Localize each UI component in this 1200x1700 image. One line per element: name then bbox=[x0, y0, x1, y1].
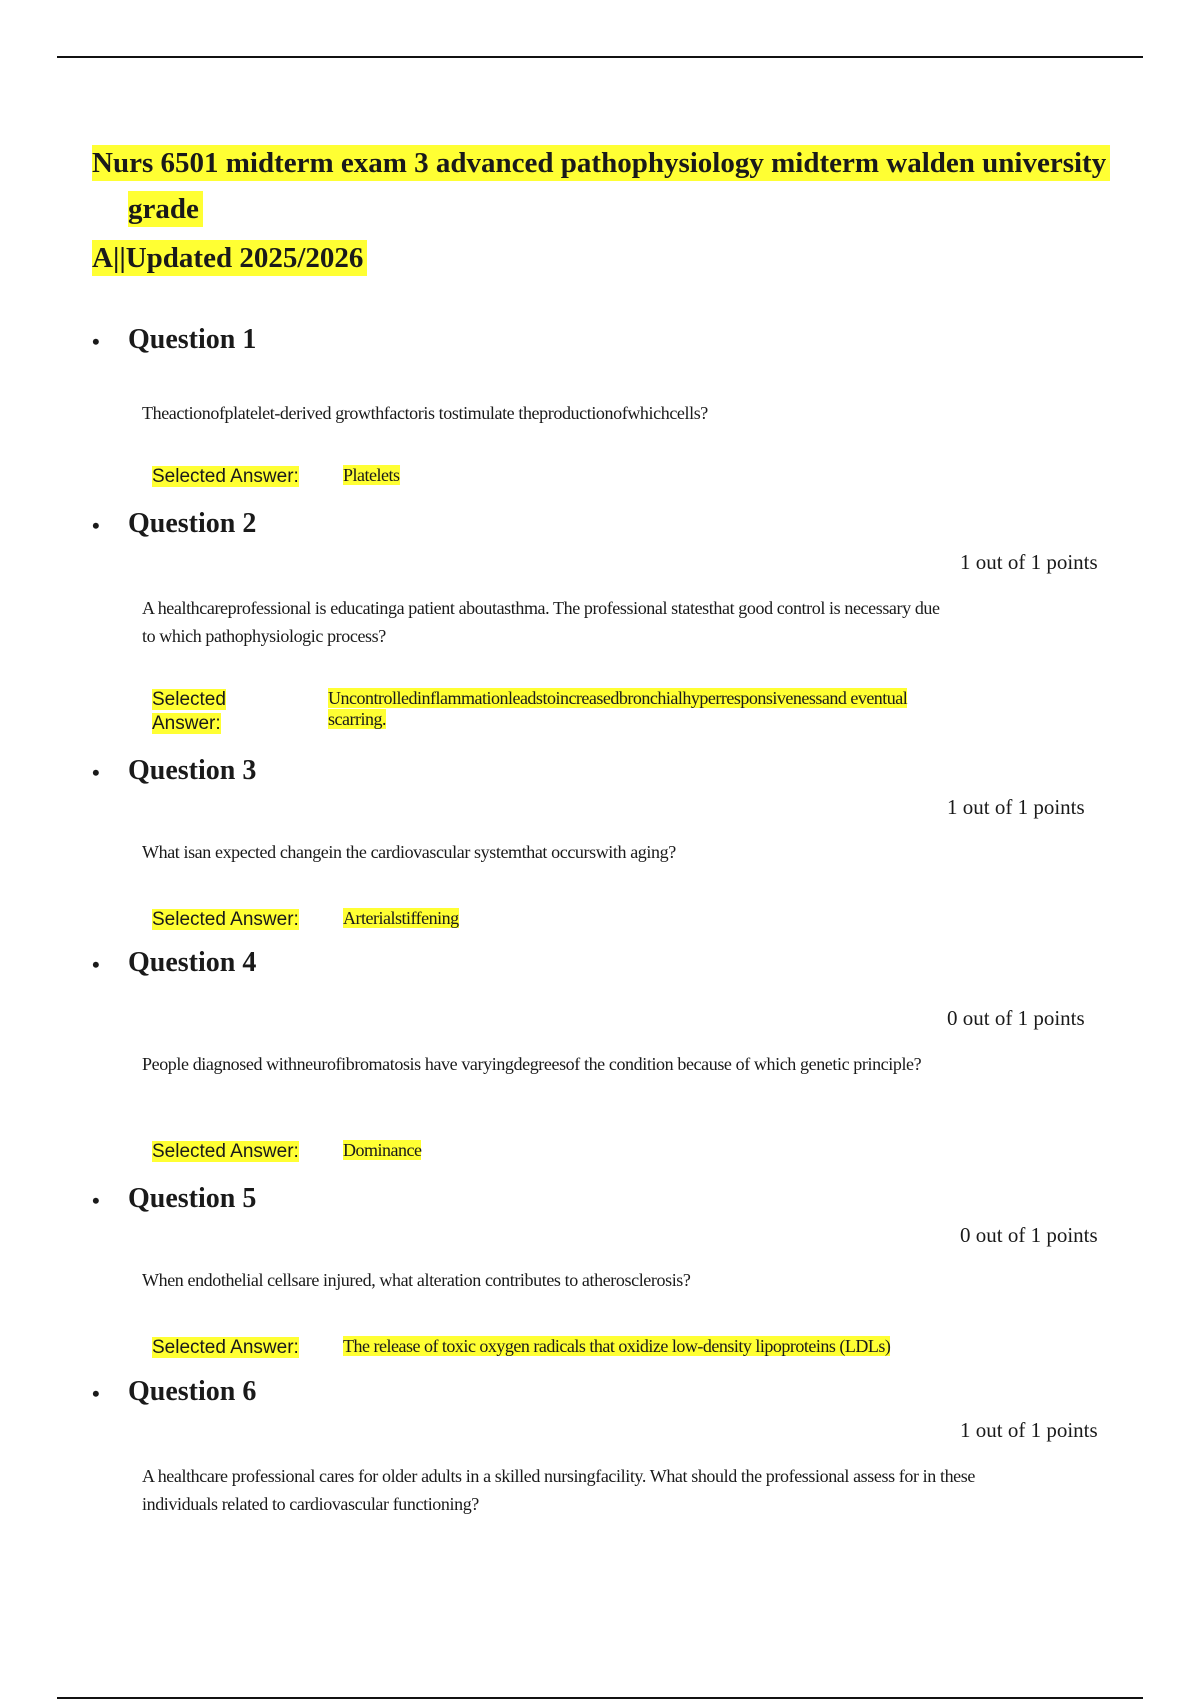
question-5-points: 0 out of 1 points bbox=[960, 1223, 1098, 1247]
bullet-icon: • bbox=[92, 951, 100, 977]
question-3-selected-answer: Arterialstiffening bbox=[343, 908, 459, 928]
question-3-text: What isan expected changein the cardiovascular systemthat occurswith aging? bbox=[142, 842, 676, 862]
question-4-selected-answer: Dominance bbox=[343, 1140, 422, 1160]
question-1-selected-label: Selected Answer: bbox=[152, 466, 299, 487]
question-6-text: A healthcare professional cares for older adults in a skilled nursingfacility. What should the professional assess for in these individuals related to cardiovascular functioning? bbox=[142, 1466, 975, 1514]
question-6-heading: • Question 6 bbox=[92, 1376, 257, 1407]
title-line-1: Nurs 6501 midterm exam 3 advanced pathophysiology midterm walden university bbox=[92, 145, 1110, 181]
title-line-2: grade bbox=[128, 191, 203, 227]
question-4-selected-label: Selected Answer: bbox=[152, 1141, 299, 1162]
question-3-heading: • Question 3 bbox=[92, 755, 257, 786]
question-1-heading: • Question 1 bbox=[92, 324, 257, 355]
question-6-points: 1 out of 1 points bbox=[960, 1418, 1098, 1442]
question-5-selected-label: Selected Answer: bbox=[152, 1337, 299, 1358]
bullet-icon: • bbox=[92, 1380, 100, 1406]
question-1-text: Theactionofplatelet-derived growthfactoris tostimulate theproductionofwhichcells? bbox=[142, 403, 708, 423]
question-2-selected-answer: Uncontrolledinflammationleadstoincreasedbronchialhyperresponsivenessand eventual scarring. bbox=[328, 688, 908, 729]
question-5-selected-answer: The release of toxic oxygen radicals that oxidize low-density lipoproteins (LDLs) bbox=[343, 1336, 891, 1356]
bullet-icon: • bbox=[92, 1187, 100, 1213]
question-3-points: 1 out of 1 points bbox=[947, 795, 1085, 819]
bullet-icon: • bbox=[92, 759, 100, 785]
document-title bbox=[92, 140, 1112, 281]
bullet-icon: • bbox=[92, 512, 100, 538]
bottom-rule bbox=[57, 1697, 1143, 1699]
question-5-heading: • Question 5 bbox=[92, 1183, 257, 1214]
question-1-selected-answer: Platelets bbox=[343, 465, 400, 485]
bullet-icon: • bbox=[92, 328, 100, 354]
question-4-heading: • Question 4 bbox=[92, 947, 257, 978]
question-2-text: A healthcareprofessional is educatinga patient aboutasthma. The professional statesthat good control is necessary due to which pathophysiologic process? bbox=[142, 598, 940, 646]
question-3-selected-label: Selected Answer: bbox=[152, 909, 299, 930]
top-rule bbox=[57, 56, 1143, 58]
question-2-heading: • Question 2 bbox=[92, 508, 257, 539]
question-4-text: People diagnosed withneurofibromatosis have varyingdegreesof the condition because of which genetic principle? bbox=[142, 1054, 922, 1074]
question-2-selected-label: Selected Answer: bbox=[152, 689, 226, 734]
question-2-points: 1 out of 1 points bbox=[960, 550, 1098, 574]
question-4-points: 0 out of 1 points bbox=[947, 1006, 1085, 1030]
question-5-text: When endothelial cellsare injured, what alteration contributes to atherosclerosis? bbox=[142, 1270, 691, 1290]
title-line-3: A||Updated 2025/2026 bbox=[92, 240, 367, 276]
